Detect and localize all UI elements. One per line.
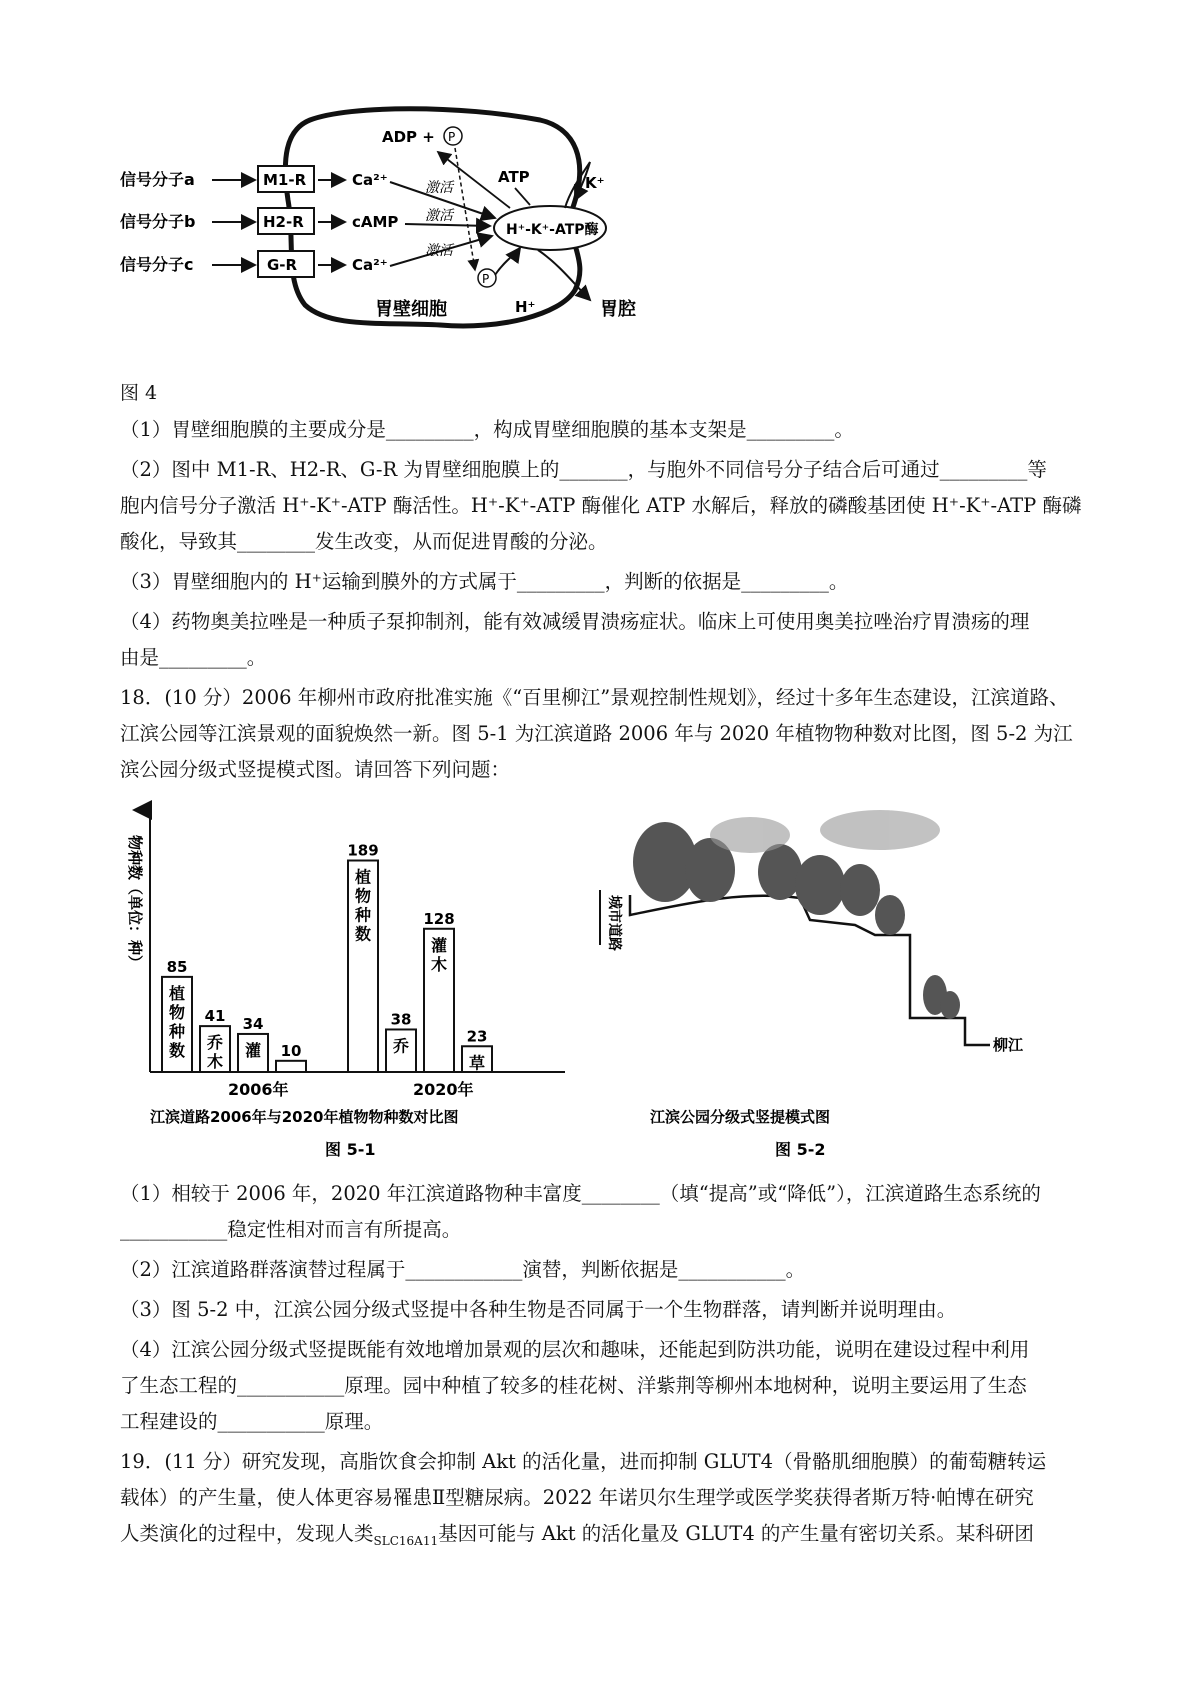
- category-label-char: 植: [168, 983, 186, 1003]
- phosphate-label-top: P: [448, 130, 456, 144]
- q17-part2-line2: 胞内信号分子激活 H⁺-K⁺-ATP 酶活性。H⁺-K⁺-ATP 酶催化 ATP 水解后，释放的磷酸基团使 H⁺-K⁺-ATP 酶磷: [120, 494, 1082, 517]
- category-label-char: 灌: [430, 935, 448, 955]
- q18-part4-line3: 工程建设的___________原理。: [120, 1410, 384, 1433]
- q18-intro-line3: 滨公园分级式竖提模式图。请回答下列问题：: [120, 758, 511, 781]
- value-label: 85: [166, 957, 188, 976]
- category-label-char: 物: [168, 1002, 186, 1022]
- figure-5-2-caption: 图 5-2: [775, 1140, 826, 1159]
- figure-4-diagram: [120, 100, 720, 370]
- category-label-char: 物: [354, 886, 372, 906]
- figure-5-2-diagram: [600, 810, 1024, 1159]
- activate-label-3: 激活: [425, 243, 453, 259]
- category-label-char: 木: [206, 1052, 224, 1072]
- category-label-char: 草: [468, 1053, 486, 1073]
- q18-part1-line2: ___________稳定性相对而言有所提高。: [120, 1218, 462, 1241]
- city-road-label: 城市道路: [606, 895, 622, 951]
- adp-label: ADP +: [382, 128, 435, 146]
- messenger-ca-1: Ca²⁺: [352, 171, 388, 189]
- messenger-ca-2: Ca²⁺: [352, 256, 388, 274]
- q19-line3-b: 基因可能与 Akt 的活化量及 GLUT4 的产生量有密切关系。某科研团: [438, 1522, 1034, 1545]
- h-label: H⁺: [515, 298, 536, 316]
- category-label-char: 乔: [206, 1033, 224, 1053]
- figure-5-1-bar-chart: [126, 810, 565, 1159]
- q18-part1-line1: （1）相较于 2006 年，2020 年江滨道路物种丰富度________（填“提高”或“降低”），江滨道路生态系统的: [120, 1182, 1041, 1205]
- figure-4-caption: 图 4: [120, 382, 158, 404]
- receptor-m1r: M1-R: [263, 171, 307, 189]
- group-label-2006: 2006年: [228, 1080, 289, 1099]
- q19-line3: [120, 1517, 1105, 1558]
- figure-5-2-title: 江滨公园分级式竖提模式图: [650, 1108, 831, 1126]
- category-label-char: 木: [430, 954, 448, 974]
- messenger-camp: cAMP: [352, 213, 399, 231]
- chart-title: 江滨道路2006年与2020年植物物种数对比图: [150, 1108, 459, 1126]
- value-label: 41: [204, 1007, 226, 1026]
- q17-part4-line2: 由是_________。: [120, 646, 267, 669]
- q18-part2: （2）江滨道路群落演替过程属于____________演替，判断依据是___________。: [120, 1258, 806, 1281]
- cell-label: 胃壁细胞: [375, 299, 447, 320]
- value-label: 128: [423, 909, 455, 928]
- q19-line1: 19．(11 分）研究发现，高脂饮食会抑制 Akt 的活化量，进而抑制 GLUT4（骨骼肌细胞膜）的葡萄糖转运: [120, 1450, 1047, 1473]
- q17-part1: （1）胃壁细胞膜的主要成分是_________，构成胃壁细胞膜的基本支架是_________。: [120, 418, 854, 441]
- value-label: 34: [242, 1014, 264, 1033]
- category-label-char: 乔: [392, 1036, 410, 1056]
- category-label-char: 种: [168, 1021, 186, 1041]
- category-label-char: 种: [354, 905, 372, 925]
- q19-line2: 载体）的产生量，使人体更容易罹患Ⅱ型糖尿病。2022 年诺贝尔生理学或医学奖获得者斯万特·帕博在研究: [120, 1486, 1034, 1509]
- category-label-char: 数: [354, 924, 372, 944]
- enzyme-label: H⁺-K⁺-ATP酶: [506, 222, 599, 238]
- q18-intro-line1: 18．(10 分）2006 年柳州市政府批准实施《“百里柳江”景观控制性规划》，经过十多年生态建设，江滨道路、: [120, 686, 1069, 709]
- atp-label: ATP: [498, 168, 530, 186]
- q18-part4-line1: （4）江滨公园分级式竖提既能有效地增加景观的层次和趣味，还能起到防洪功能，说明在建设过程中利用: [120, 1338, 1030, 1361]
- q18-part4-line2: 了生态工程的___________原理。园中种植了较多的桂花树、洋紫荆等柳州本地树种，说明主要运用了生态: [120, 1374, 1027, 1397]
- river-label: 柳江: [993, 1036, 1024, 1054]
- category-label-char: 数: [168, 1040, 186, 1060]
- value-label: 38: [390, 1010, 412, 1029]
- cavity-label: 胃腔: [600, 299, 636, 320]
- q17-part2-line3: 酸化，导致其________发生改变，从而促进胃酸的分泌。: [120, 530, 608, 553]
- k-label: K⁺: [585, 174, 605, 192]
- q17-part3: （3）胃壁细胞内的 H⁺运输到膜外的方式属于_________，判断的依据是_________。: [120, 570, 849, 593]
- value-label: 189: [347, 841, 379, 860]
- activate-label-1: 激活: [425, 180, 453, 196]
- q19-line3-a: 人类演化的过程中，发现人类: [120, 1522, 374, 1545]
- category-label-char: 灌: [244, 1040, 262, 1060]
- signal-c: 信号分子c: [120, 255, 194, 274]
- phosphate-label-bottom: P: [482, 272, 490, 286]
- figure-5-charts: [120, 800, 1100, 1160]
- bar-2006年-草本: [276, 1061, 306, 1072]
- cloud-shading: [710, 810, 940, 853]
- chart-ylabel: 物种数（单位：种）: [126, 835, 144, 971]
- receptor-gr: G-R: [267, 256, 298, 274]
- q18-part3: （3）图 5-2 中，江滨公园分级式竖提中各种生物是否同属于一个生物群落，请判断并说明理由。: [120, 1298, 957, 1321]
- q17-part2-line1: （2）图中 M1-R、H2-R、G-R 为胃壁细胞膜上的_______，与胞外不同信号分子结合后可通过_________等: [120, 458, 1047, 481]
- signal-a: 信号分子a: [120, 170, 195, 189]
- embankment-profile: [630, 895, 990, 1045]
- category-label-char: 植: [354, 867, 372, 887]
- signal-b: 信号分子b: [120, 212, 196, 231]
- value-label: 10: [280, 1041, 302, 1060]
- figure-5-1-caption: 图 5-1: [325, 1140, 376, 1159]
- gene-name: SLC16A11: [373, 1533, 439, 1548]
- q18-intro-line2: 江滨公园等江滨景观的面貌焕然一新。图 5-1 为江滨道路 2006 年与 2020 年植物物种数对比图，图 5-2 为江: [120, 722, 1073, 745]
- receptor-h2r: H2-R: [263, 213, 304, 231]
- group-label-2020: 2020年: [413, 1080, 474, 1099]
- activate-label-2: 激活: [425, 208, 453, 224]
- q17-part4-line1: （4）药物奥美拉唑是一种质子泵抑制剂，能有效减缓胃溃疡症状。临床上可使用奥美拉唑治疗胃溃疡的理: [120, 610, 1030, 633]
- value-label: 23: [466, 1027, 488, 1046]
